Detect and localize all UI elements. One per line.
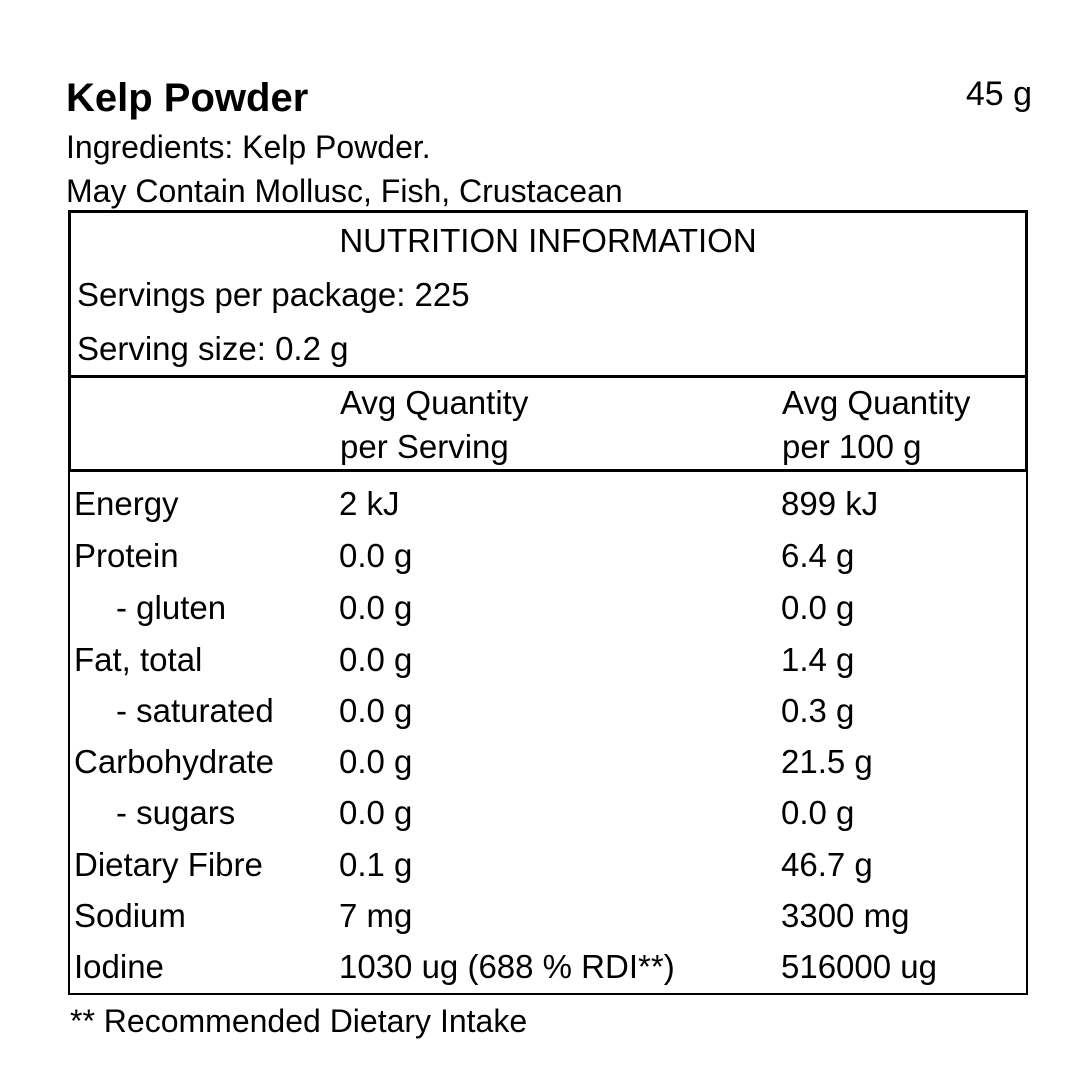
serving-size: Serving size: 0.2 g (77, 330, 349, 367)
column-header-per-100g-line2: per 100 g (782, 428, 922, 465)
product-title: Kelp Powder (66, 76, 309, 120)
servings-per-package: Servings per package: 225 (77, 276, 470, 313)
nutrition-heading: NUTRITION INFORMATION (339, 222, 757, 259)
value-per-100g: 516000 ug (781, 948, 937, 985)
value-per-serving: 0.0 g (339, 589, 413, 626)
nutrient-name: Energy (74, 485, 179, 522)
value-per-serving: 0.0 g (339, 692, 413, 729)
nutrient-name: - gluten (116, 589, 227, 626)
nutrient-name: - sugars (116, 794, 236, 831)
nutrient-name: Dietary Fibre (74, 846, 263, 883)
value-per-100g: 1.4 g (781, 641, 855, 678)
value-per-serving: 7 mg (339, 897, 413, 934)
table-row-energy (70, 478, 1026, 530)
value-per-100g: 46.7 g (781, 846, 873, 883)
nutrient-name: Sodium (74, 897, 186, 934)
value-per-serving: 0.0 g (339, 537, 413, 574)
nutrition-label (66, 70, 1034, 1050)
table-row-fat-total (70, 634, 1026, 686)
column-header-per-serving-line2: per Serving (340, 428, 509, 465)
footnote: ** Recommended Dietary Intake (70, 1003, 528, 1039)
value-per-serving: 0.0 g (339, 794, 413, 831)
value-per-100g: 0.3 g (781, 692, 855, 729)
value-per-100g: 21.5 g (781, 743, 873, 780)
column-header-per-100g (782, 381, 970, 469)
nutrient-name: Fat, total (74, 641, 203, 678)
table-row-dietary-fibre (70, 839, 1026, 891)
header-divider (68, 375, 1028, 378)
value-per-100g: 3300 mg (781, 897, 910, 934)
ingredients-line: Ingredients: Kelp Powder. (66, 129, 431, 165)
nutrient-name: Iodine (74, 948, 164, 985)
value-per-100g: 899 kJ (781, 485, 879, 522)
nutrient-name: - saturated (116, 692, 274, 729)
table-row-saturated (70, 685, 1026, 737)
table-row-protein (70, 530, 1026, 582)
value-per-serving: 2 kJ (339, 485, 400, 522)
value-per-serving: 0.1 g (339, 846, 413, 883)
value-per-serving: 0.0 g (339, 743, 413, 780)
column-header-per-serving (340, 381, 528, 469)
value-per-serving: 0.0 g (339, 641, 413, 678)
column-header-per-serving-line1: Avg Quantity (340, 384, 529, 421)
value-per-100g: 0.0 g (781, 794, 855, 831)
net-weight: 45 g (965, 75, 1032, 113)
table-row-gluten (70, 582, 1026, 634)
value-per-100g: 6.4 g (781, 537, 855, 574)
value-per-serving: 1030 ug (688 % RDI**) (339, 948, 675, 985)
nutrient-table (68, 472, 1028, 995)
value-per-100g: 0.0 g (781, 589, 855, 626)
table-row-sodium (70, 890, 1026, 942)
nutrient-name: Carbohydrate (74, 743, 274, 780)
column-header-per-100g-line1: Avg Quantity (782, 384, 971, 421)
allergen-statement: May Contain Mollusc, Fish, Crustacean (66, 173, 623, 209)
nutrient-name: Protein (74, 537, 179, 574)
table-row-carbohydrate (70, 736, 1026, 788)
nutrition-panel-header (68, 210, 1028, 472)
table-row-iodine (70, 941, 1026, 993)
table-row-sugars (70, 787, 1026, 839)
